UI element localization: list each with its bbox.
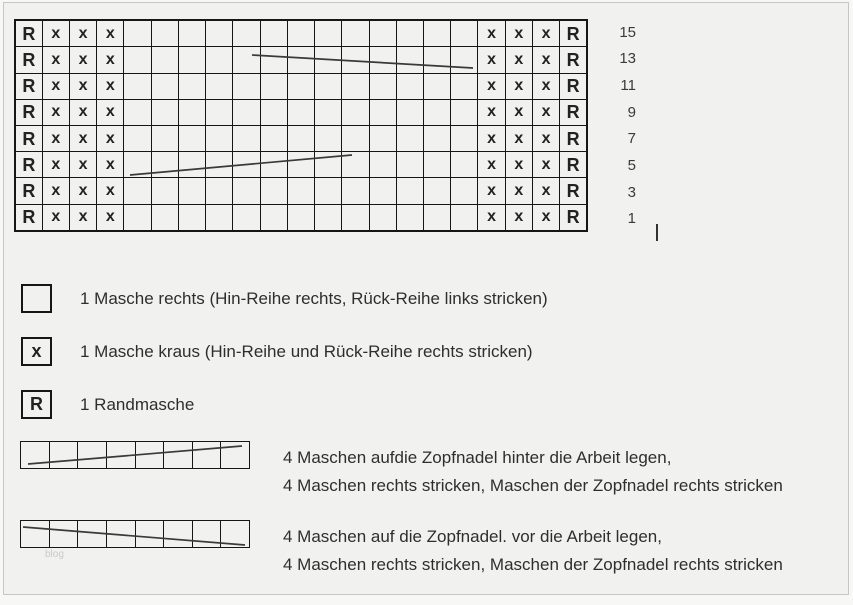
chart-row [15, 204, 587, 231]
cable-strip-row [21, 442, 250, 469]
knit-stitch-cell [124, 125, 151, 151]
knit-stitch-cell [424, 20, 451, 47]
edge-stitch-cell: R [15, 73, 42, 99]
knit-stitch-cell [396, 47, 423, 73]
cable-strip-cell [164, 521, 193, 548]
cable-strip-cell [21, 442, 50, 469]
garter-stitch-cell: x [505, 73, 532, 99]
garter-stitch-cell: x [42, 125, 69, 151]
knit-stitch-cell [287, 47, 314, 73]
legend-knit-label: 1 Masche rechts (Hin-Reihe rechts, Rück-Reihe links stricken) [80, 289, 548, 308]
knit-stitch-cell [178, 20, 205, 47]
knit-stitch-cell [151, 99, 178, 125]
knit-stitch-cell [451, 20, 478, 47]
knit-stitch-cell [178, 204, 205, 231]
knit-stitch-cell [451, 125, 478, 151]
knit-stitch-cell [260, 178, 287, 204]
cable-strip-cell [192, 521, 221, 548]
edge-stitch-cell: R [560, 73, 587, 99]
knit-stitch-cell [178, 152, 205, 178]
chart-row [15, 73, 587, 99]
cable-back-symbol [20, 441, 250, 469]
garter-stitch-cell: x [478, 73, 505, 99]
cable-strip-cell [78, 442, 107, 469]
knit-stitch-cell [151, 125, 178, 151]
knit-stitch-cell [233, 73, 260, 99]
knit-stitch-cell [287, 99, 314, 125]
edge-stitch-cell: R [560, 152, 587, 178]
knit-stitch-cell [287, 125, 314, 151]
knit-stitch-cell [178, 125, 205, 151]
edge-stitch-cell: R [15, 152, 42, 178]
garter-stitch-cell: x [532, 204, 559, 231]
knit-stitch-cell [369, 20, 396, 47]
garter-stitch-cell: x [97, 47, 124, 73]
knit-stitch-cell [260, 99, 287, 125]
garter-stitch-cell: x [42, 20, 69, 47]
knit-stitch-cell [424, 204, 451, 231]
garter-stitch-cell: x [532, 152, 559, 178]
knit-stitch-cell [233, 152, 260, 178]
knit-stitch-cell [315, 125, 342, 151]
garter-stitch-cell: x [478, 152, 505, 178]
row-number: 5 [627, 156, 636, 174]
cable-back-description [283, 444, 783, 499]
cable-front-description-line2: 4 Maschen rechts stricken, Maschen der Zopfnadel rechts stricken [283, 554, 783, 574]
row-number: 9 [627, 103, 636, 121]
garter-stitch-cell: x [69, 152, 96, 178]
chart-row [15, 47, 587, 73]
cable-strip-cell [164, 442, 193, 469]
garter-stitch-cell: x [505, 125, 532, 151]
cable-strip-cell [21, 521, 50, 548]
watermark: blog [45, 549, 64, 560]
garter-stitch-cell: x [69, 73, 96, 99]
knit-stitch-cell [233, 47, 260, 73]
chart-row [15, 20, 587, 47]
knit-stitch-cell [287, 204, 314, 231]
garter-stitch-cell: x [505, 47, 532, 73]
row-number: 15 [619, 23, 636, 41]
edge-stitch-cell: R [15, 20, 42, 47]
garter-stitch-cell: x [42, 152, 69, 178]
knit-stitch-cell [369, 152, 396, 178]
knit-stitch-cell [260, 152, 287, 178]
knit-stitch-cell [342, 178, 369, 204]
cable-front-description-line1: 4 Maschen auf die Zopfnadel. vor die Arbeit legen, [283, 527, 662, 546]
knit-stitch-cell [124, 47, 151, 73]
knit-stitch-cell [151, 204, 178, 231]
knit-stitch-cell [124, 204, 151, 231]
garter-stitch-cell: x [97, 178, 124, 204]
row-number: 3 [627, 183, 636, 201]
garter-stitch-cell: x [532, 20, 559, 47]
knit-stitch-cell [315, 99, 342, 125]
garter-stitch-cell: x [505, 99, 532, 125]
knit-stitch-cell [233, 204, 260, 231]
knit-stitch-cell [206, 99, 233, 125]
knit-stitch-cell [233, 178, 260, 204]
knit-stitch-cell [178, 99, 205, 125]
garter-stitch-cell: x [532, 47, 559, 73]
garter-stitch-cell: x [505, 178, 532, 204]
garter-stitch-cell: x [69, 178, 96, 204]
garter-stitch-cell: x [69, 47, 96, 73]
knit-stitch-cell [233, 99, 260, 125]
knit-stitch-cell [342, 204, 369, 231]
garter-stitch-cell: x [97, 20, 124, 47]
knit-stitch-cell [233, 20, 260, 47]
cable-strip-cell [135, 521, 164, 548]
knit-stitch-cell [206, 73, 233, 99]
knit-stitch-cell [396, 73, 423, 99]
cable-back-description-line1: 4 Maschen aufdie Zopfnadel hinter die Arbeit legen, [283, 448, 672, 467]
knit-stitch-cell [124, 99, 151, 125]
garter-stitch-cell: x [42, 73, 69, 99]
garter-stitch-cell: x [532, 125, 559, 151]
knit-stitch-cell [396, 178, 423, 204]
garter-stitch-cell: x [42, 178, 69, 204]
knit-stitch-cell [178, 73, 205, 99]
edge-stitch-cell: R [560, 204, 587, 231]
cable-strip-cell [221, 521, 250, 548]
chart-row [15, 178, 587, 204]
knit-stitch-cell [315, 152, 342, 178]
knit-stitch-cell [315, 20, 342, 47]
garter-stitch-cell: x [69, 125, 96, 151]
cable-strip-cell [135, 442, 164, 469]
legend-garter-symbol [21, 337, 52, 366]
edge-stitch-cell: R [560, 47, 587, 73]
knit-stitch-cell [178, 47, 205, 73]
knit-stitch-cell [396, 152, 423, 178]
knit-stitch-cell [451, 73, 478, 99]
knit-stitch-cell [451, 47, 478, 73]
garter-stitch-cell: x [532, 73, 559, 99]
edge-stitch-cell: R [560, 99, 587, 125]
knit-stitch-cell [124, 73, 151, 99]
knit-stitch-cell [233, 125, 260, 151]
cable-strip-cell [192, 442, 221, 469]
garter-stitch-cell: x [42, 99, 69, 125]
garter-stitch-cell: x [478, 99, 505, 125]
knit-stitch-cell [206, 152, 233, 178]
knit-stitch-cell [451, 204, 478, 231]
knit-stitch-cell [342, 152, 369, 178]
garter-stitch-cell: x [478, 47, 505, 73]
cable-back-description-line2: 4 Maschen rechts stricken, Maschen der Zopfnadel rechts stricken [283, 475, 783, 495]
edge-stitch-cell: R [560, 20, 587, 47]
knit-stitch-cell [424, 178, 451, 204]
garter-stitch-cell: x [69, 204, 96, 231]
edge-stitch-cell: R [560, 178, 587, 204]
knit-stitch-cell [206, 125, 233, 151]
knit-stitch-cell [287, 152, 314, 178]
cable-strip-cell [106, 442, 135, 469]
cable-strip-cell [49, 521, 78, 548]
legend-garter-symbol-label: x [31, 341, 42, 361]
knit-stitch-cell [151, 20, 178, 47]
knit-stitch-cell [206, 178, 233, 204]
garter-stitch-cell: x [478, 204, 505, 231]
knit-stitch-cell [287, 73, 314, 99]
cable-strip-cell [221, 442, 250, 469]
legend-knit-symbol [21, 284, 52, 313]
knit-stitch-cell [260, 204, 287, 231]
knit-stitch-cell [369, 73, 396, 99]
row-number: 7 [627, 130, 636, 148]
knit-stitch-cell [369, 125, 396, 151]
chart-row [15, 152, 587, 178]
chart-row [15, 99, 587, 125]
knit-stitch-cell [424, 47, 451, 73]
knit-stitch-cell [151, 152, 178, 178]
garter-stitch-cell: x [532, 99, 559, 125]
garter-stitch-cell: x [97, 204, 124, 231]
legend-edge-symbol [21, 390, 52, 419]
knit-stitch-cell [206, 204, 233, 231]
knit-stitch-cell [315, 204, 342, 231]
edge-stitch-cell: R [15, 99, 42, 125]
knit-stitch-cell [151, 47, 178, 73]
legend-edge-symbol-label: R [30, 394, 43, 414]
edge-stitch-cell: R [15, 47, 42, 73]
knit-stitch-cell [124, 178, 151, 204]
knit-stitch-cell [206, 20, 233, 47]
cable-front-symbol [20, 520, 250, 548]
knit-stitch-cell [369, 99, 396, 125]
knit-stitch-cell [451, 152, 478, 178]
edge-stitch-cell: R [15, 178, 42, 204]
knit-stitch-cell [151, 73, 178, 99]
knit-stitch-cell [287, 178, 314, 204]
knit-stitch-cell [342, 73, 369, 99]
knit-stitch-cell [396, 204, 423, 231]
knit-stitch-cell [342, 20, 369, 47]
garter-stitch-cell: x [97, 125, 124, 151]
garter-stitch-cell: x [97, 99, 124, 125]
knit-stitch-cell [451, 178, 478, 204]
garter-stitch-cell: x [478, 178, 505, 204]
knit-stitch-cell [315, 178, 342, 204]
edge-stitch-cell: R [15, 204, 42, 231]
row-number: 13 [619, 50, 636, 68]
garter-stitch-cell: x [505, 204, 532, 231]
knit-stitch-cell [424, 152, 451, 178]
garter-stitch-cell: x [42, 204, 69, 231]
knit-stitch-cell [178, 178, 205, 204]
garter-stitch-cell: x [478, 20, 505, 47]
knit-stitch-cell [124, 20, 151, 47]
edge-stitch-cell: R [15, 125, 42, 151]
knit-stitch-cell [369, 178, 396, 204]
knit-stitch-cell [287, 20, 314, 47]
cable-strip-cell [78, 521, 107, 548]
cable-strip-cell [49, 442, 78, 469]
cable-back-strip [20, 441, 250, 469]
knit-stitch-cell [342, 99, 369, 125]
legend-garter-label: 1 Masche kraus (Hin-Reihe und Rück-Reihe rechts stricken) [80, 342, 533, 361]
knit-stitch-cell [342, 47, 369, 73]
knit-stitch-cell [260, 47, 287, 73]
knit-stitch-cell [315, 47, 342, 73]
knit-stitch-cell [151, 178, 178, 204]
garter-stitch-cell: x [97, 152, 124, 178]
knit-stitch-cell [424, 125, 451, 151]
cable-front-strip [20, 520, 250, 548]
knit-stitch-cell [424, 73, 451, 99]
knit-stitch-cell [396, 20, 423, 47]
knit-stitch-cell [369, 47, 396, 73]
knit-stitch-cell [260, 73, 287, 99]
knit-stitch-cell [451, 99, 478, 125]
chart-row [15, 125, 587, 151]
knit-stitch-cell [369, 204, 396, 231]
knit-stitch-cell [424, 99, 451, 125]
knit-stitch-cell [396, 125, 423, 151]
knit-stitch-cell [342, 125, 369, 151]
knit-stitch-cell [396, 99, 423, 125]
garter-stitch-cell: x [478, 125, 505, 151]
knit-stitch-cell [124, 152, 151, 178]
garter-stitch-cell: x [69, 99, 96, 125]
cable-strip-cell [106, 521, 135, 548]
garter-stitch-cell: x [505, 152, 532, 178]
row-number: 1 [627, 210, 636, 228]
garter-stitch-cell: x [97, 73, 124, 99]
cable-front-description [283, 523, 783, 578]
garter-stitch-cell: x [69, 20, 96, 47]
chart-grid-body [15, 20, 587, 231]
cable-strip-row [21, 521, 250, 548]
knit-stitch-cell [260, 125, 287, 151]
garter-stitch-cell: x [505, 20, 532, 47]
row-number: 11 [620, 77, 636, 95]
knitting-chart-grid [14, 19, 588, 232]
garter-stitch-cell: x [532, 178, 559, 204]
knit-stitch-cell [260, 20, 287, 47]
legend-edge-label: 1 Randmasche [80, 395, 195, 414]
garter-stitch-cell: x [42, 47, 69, 73]
knit-stitch-cell [206, 47, 233, 73]
knit-stitch-cell [315, 73, 342, 99]
edge-stitch-cell: R [560, 125, 587, 151]
text-cursor-mark [656, 224, 658, 241]
row-numbers [596, 19, 636, 232]
